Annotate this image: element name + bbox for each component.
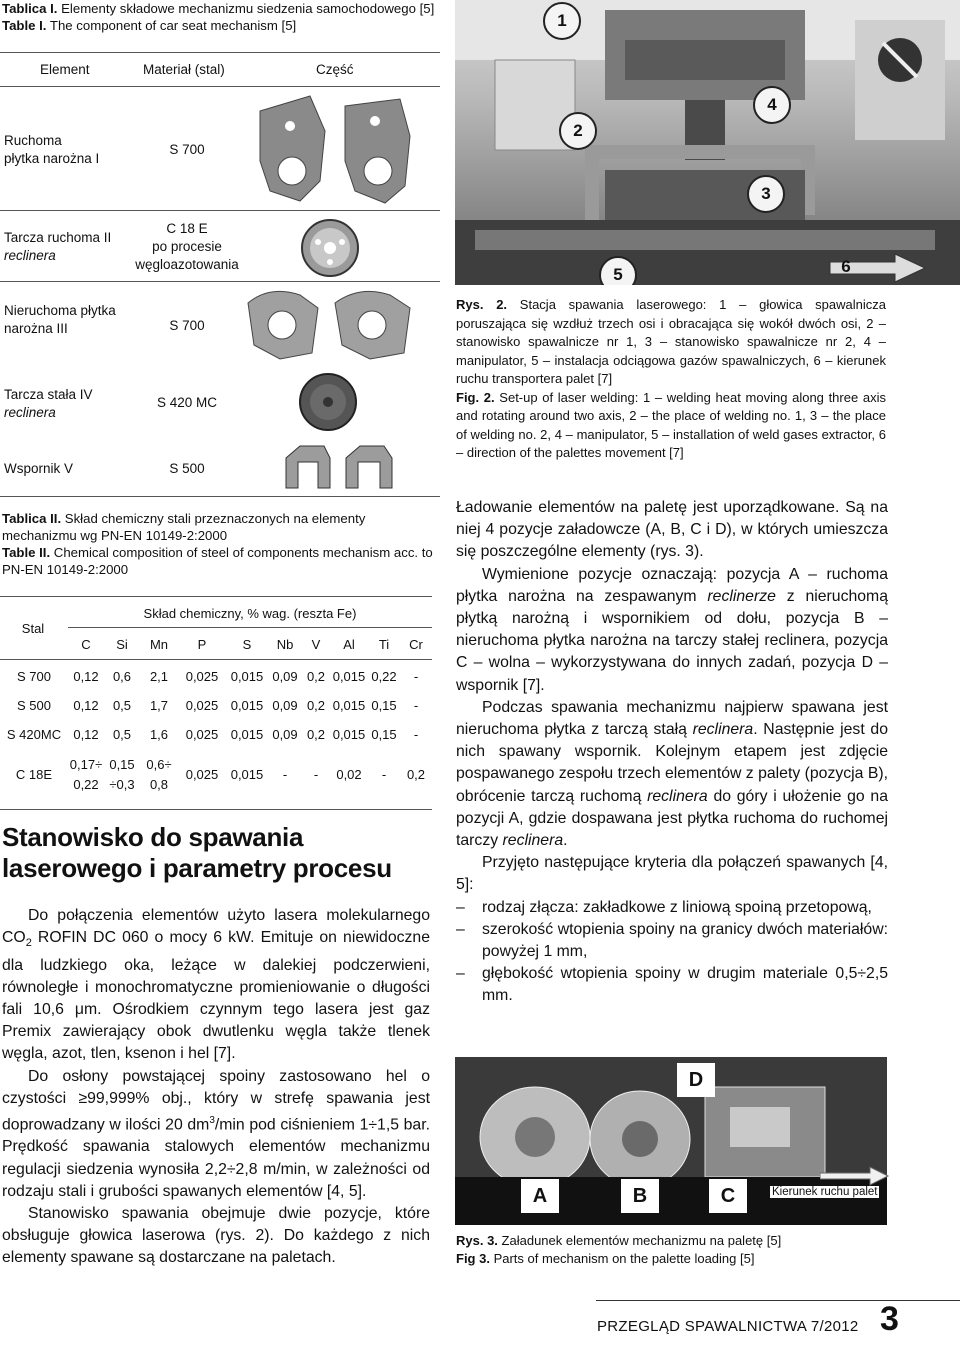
page-number: 3 (880, 1300, 899, 1338)
figure3-caption-en: Parts of mechanism on the palette loading [5] (493, 1251, 755, 1266)
paragraph: Przyjęto następujące kryteria dla połączeń spawanych [4, 5]: (456, 854, 888, 894)
table2-column-header: V (311, 637, 321, 652)
marker-5: 5 (599, 256, 637, 285)
list-item: – rodzaj złącza: zakładkowe z liniową spoiną przetopową, (456, 897, 888, 919)
table1-row-material: S 700 (169, 318, 205, 333)
marker-4: 4 (753, 86, 791, 124)
table1-header-material: Materiał (stal) (143, 62, 225, 77)
position-d-label: D (677, 1063, 715, 1097)
table2-cell: 0,015 (230, 767, 264, 782)
bracket-image (280, 438, 400, 494)
table2-cell: 0,15 (371, 727, 397, 742)
list-item: – szerokość wtopienia spoiny na granicy dwóch materiałów: powyżej 1 mm, (456, 919, 888, 963)
table2-row-stal: C 18E (15, 767, 53, 782)
table2-caption (2, 510, 434, 578)
table2-cell: 0,02 (336, 767, 362, 782)
table2-cell: 0,12 (73, 727, 99, 742)
table2-cell: 0,025 (185, 698, 219, 713)
table1-row-material: S 700 (169, 142, 205, 157)
table2-cell: 0,015 (230, 669, 264, 684)
figure2-label-en: Fig. 2. (456, 389, 495, 405)
table1-header-part: Część (316, 62, 354, 77)
table1-caption-en: The component of car seat mechanism [5] (49, 18, 297, 33)
table2-column-header: P (197, 637, 207, 652)
table2-cell: 0,6÷ (146, 757, 172, 772)
table2-cell: 1,7 (149, 698, 169, 713)
table1-row-element: Tarcza ruchoma II reclinera (4, 230, 112, 263)
palette-illustration (455, 1057, 887, 1225)
table1-header (0, 53, 440, 87)
table2-cell: 0,2 (306, 727, 326, 742)
table2-cell: 0,12 (73, 669, 99, 684)
paragraph: Stanowisko spawania obejmuje dwie pozycje, które obsługuje głowica laserowa (rys. 2). Do każdego z nich elementy spawane są dostarczane na paletach. (2, 1205, 430, 1267)
table2-row-stal: S 420MC (6, 727, 62, 742)
table2 (0, 596, 432, 810)
table2-cell: - (413, 669, 419, 684)
table2-cell: - (381, 767, 387, 782)
corner-plate-image (250, 91, 420, 211)
table2-cell: 0,5 (112, 698, 132, 713)
figure2-caption-en: Set-up of laser welding: 1 – welding heat moving along three axis and rotating around two axis, 2 – the place of welding no. 1, 3 – the place of welding no. 2, 4 – manipulator, 5 – installation of weld gases extractor, 6 – direction of the palettes movement [7] (456, 389, 886, 460)
table2-cell: 0,2 (306, 698, 326, 713)
table1-divider (0, 281, 440, 282)
table2-cell: - (413, 698, 419, 713)
paragraph: Do połączenia elementów użyto lasera molekularnego $CO_2$ ROFIN DC 060 o mocy 6 kW. Emituje on niewidoczne dla ludzkiego oka, leżące w dalekiej podczerwieni, równoległe i monochromatyczne promieniowanie o długości fali 10,6 μm. Ośrodkiem czynnym tego lasera jest gaz Premix zawierający obok dwutlenku węgla także tlenek węgla, azot, tlen, ksenon i hel [7]. (2, 907, 430, 1063)
table2-cell: 0,09 (272, 669, 298, 684)
table2-caption-en: Chemical composition of steel of components mechanism acc. to PN-EN 10149-2:2000 (2, 545, 433, 577)
table2-cell: 0,015 (230, 727, 264, 742)
marker-2: 2 (559, 112, 597, 150)
table1 (0, 52, 440, 497)
table2-column-header: C (81, 637, 91, 652)
position-a-label: A (521, 1179, 559, 1213)
table2-cell: 0,22 (73, 777, 99, 792)
table2-cell: 0,015 (332, 727, 366, 742)
footer-rule (596, 1300, 960, 1301)
marker-1: 1 (543, 2, 581, 40)
table2-cell: 0,09 (272, 727, 298, 742)
figure3-caption-pl: Załadunek elementów mechanizmu na paletę [5] (501, 1233, 782, 1248)
figure2-caption (456, 296, 886, 463)
table2-header-stal: Stal (21, 621, 45, 636)
table1-row-element: Nieruchoma płytka narożna III (4, 303, 116, 336)
table2-cell: 0,6 (112, 669, 132, 684)
table1-row-material: C 18 E po procesie węgloazotowania (135, 221, 239, 272)
table2-column-header: S (242, 637, 252, 652)
table2-column-header: Mn (149, 637, 169, 652)
table1-row-material: S 500 (169, 461, 205, 476)
palette-loading-photo (455, 1057, 887, 1225)
table2-cell: 1,6 (149, 727, 169, 742)
table2-cell: 0,2 (406, 767, 426, 782)
table2-cell: 0,12 (73, 698, 99, 713)
paragraph: Ładowanie elementów na paletę jest uporządkowane. Są na niej 4 pozycje załadowcze (A, B, C i D), w których umieszcza się poszczególne elementy (rys. 3). (456, 499, 888, 561)
table2-cell: 0,025 (185, 727, 219, 742)
table2-cell: 0,22 (371, 669, 397, 684)
body-right-column (456, 497, 888, 1008)
table2-cell: 0,015 (332, 698, 366, 713)
table2-cell: 0,09 (272, 698, 298, 713)
table2-column-header: Si (116, 637, 128, 652)
position-b-label: B (621, 1179, 659, 1213)
table2-column-header: Al (343, 637, 355, 652)
figure2-caption-pl: Stacja spawania laserowego: 1 – głowica spawalnicza poruszająca się wzdłuż trzech osi i obracająca się wokół dwóch osi, 2 – stanowisko spawalnicze nr 1, 3 – stanowisko spawalnicze nr 2, 4 – manipulator, 5 – instalacja odciągowa gazów spawalniczych, 6 – kierunek ruchu transportera palet [7] (456, 297, 886, 386)
table2-cell: - (313, 767, 319, 782)
fixed-corner-plate-image (240, 283, 420, 363)
table2-row-stal: S 700 (17, 669, 51, 684)
recliner-disc-image (298, 216, 362, 280)
paragraph: Do osłony powstającej spoiny zastosowano hel o czystości ≥99,999% obj., który w strefę spawania jest doprowadzany w ilości 20 $dm^3/\min$ pod ciśnieniem 1÷1,5 bar. Prędkość spawania stalowych elementów mechanizmu regulacji siedzenia wynosiła 2,2÷2,8 m/min, w zależności od rodzaju stali i grubości spawanych elementów [4, 5]. (2, 1067, 430, 1200)
table2-label-pl: Tablica II. (2, 511, 62, 526)
table2-cell: 0,025 (185, 669, 219, 684)
table2-cell: 0,5 (112, 727, 132, 742)
section-heading: Stanowisko do spawania laserowego i parametry procesu (2, 822, 392, 883)
table2-column-header: Nb (276, 637, 294, 652)
list-item: – głębokość wtopienia spoiny w drugim materiale 0,5÷2,5 mm. (456, 963, 888, 1007)
journal-name: PRZEGLĄD SPAWALNICTWA 7/2012 (597, 1318, 859, 1335)
table1-caption-pl: Elementy składowe mechanizmu siedzenia samochodowego [5] (61, 1, 435, 16)
table1-header-element: Element (40, 62, 90, 77)
figure2-label-pl: Rys. 2. (456, 297, 508, 312)
table2-label-en: Table II. (2, 545, 51, 560)
table1-label-en: Table I. (2, 18, 47, 33)
paragraph: Wymienione pozycje oznaczają: pozycja A – ruchoma płytka narożna na zespawanym reclinerze z nieruchomą płytką narożną i wspornikiem od dołu, pozycja B – nieruchoma płytka narożna na tarczy stałej reclinera, pozycja C – wolna – wykorzystywana do innych zadań, pozycja D – wspornik [7]. (456, 565, 888, 694)
table2-cell: - (413, 727, 419, 742)
table2-cell: 0,015 (230, 698, 264, 713)
fixed-disc-image (296, 370, 360, 434)
table1-row-element: Wspornik V (4, 461, 74, 476)
table1-row-material: S 420 MC (156, 395, 218, 410)
marker-3: 3 (747, 175, 785, 213)
paragraph: Podczas spawania mechanizmu najpierw spawana jest nieruchoma płytka z tarczą stałą reclinera. Następnie jest do nich spawany wspornik. Kolejnym etapem jest zdjęcie pospawanego zespołu trzech elementów z palety (pozycja B), obrócenie tarczą ruchomą reclinera do góry i ułożenie go na pozycji A, gdzie dospawana jest płytka ruchoma do ruchomej tarczy reclinera. (456, 698, 889, 850)
figure3-label-pl: Rys. 3. (456, 1233, 498, 1248)
table2-column-header: Cr (409, 637, 423, 652)
table2-cell: - (282, 767, 288, 782)
marker-6: 6 (841, 257, 851, 276)
figure3-label-en: Fig 3. (456, 1251, 490, 1266)
body-left-column (2, 905, 430, 1270)
table1-caption (2, 0, 440, 34)
laser-welding-station-photo (455, 0, 960, 285)
table2-divider (0, 659, 432, 660)
figure3-caption (456, 1232, 888, 1268)
table2-cell: 0,025 (185, 767, 219, 782)
table2-row-stal: S 500 (17, 698, 51, 713)
position-c-label: C (709, 1179, 747, 1213)
table2-cell: 2,1 (149, 669, 169, 684)
table2-column-header: Ti (378, 637, 390, 652)
table2-cell: 0,15 (109, 757, 135, 772)
table1-label-pl: Tablica I. (2, 1, 58, 16)
table1-row-element: Ruchoma płytka narożna I (4, 133, 100, 166)
table2-cell: 0,8 (149, 777, 169, 792)
table2-cell: 0,2 (306, 669, 326, 684)
table2-cell: ÷0,3 (109, 777, 135, 792)
palette-direction-label: Kierunek ruchu palet (772, 1186, 878, 1198)
welding-station-illustration (455, 0, 960, 285)
table2-cell: 0,15 (371, 698, 397, 713)
table2-cell: 0,17÷ (69, 757, 103, 772)
table1-row-element: Tarcza stała IV reclinera (4, 387, 93, 420)
table2-header-group: Skład chemiczny, % wag. (reszta Fe) (143, 606, 357, 621)
table2-divider (68, 627, 432, 628)
table2-cell: 0,015 (332, 669, 366, 684)
arrow-right-icon (820, 1165, 890, 1187)
table2-caption-pl: Skład chemiczny stali przeznaczonych na elementy mechanizmu wg PN-EN 10149-2:2000 (2, 511, 366, 543)
